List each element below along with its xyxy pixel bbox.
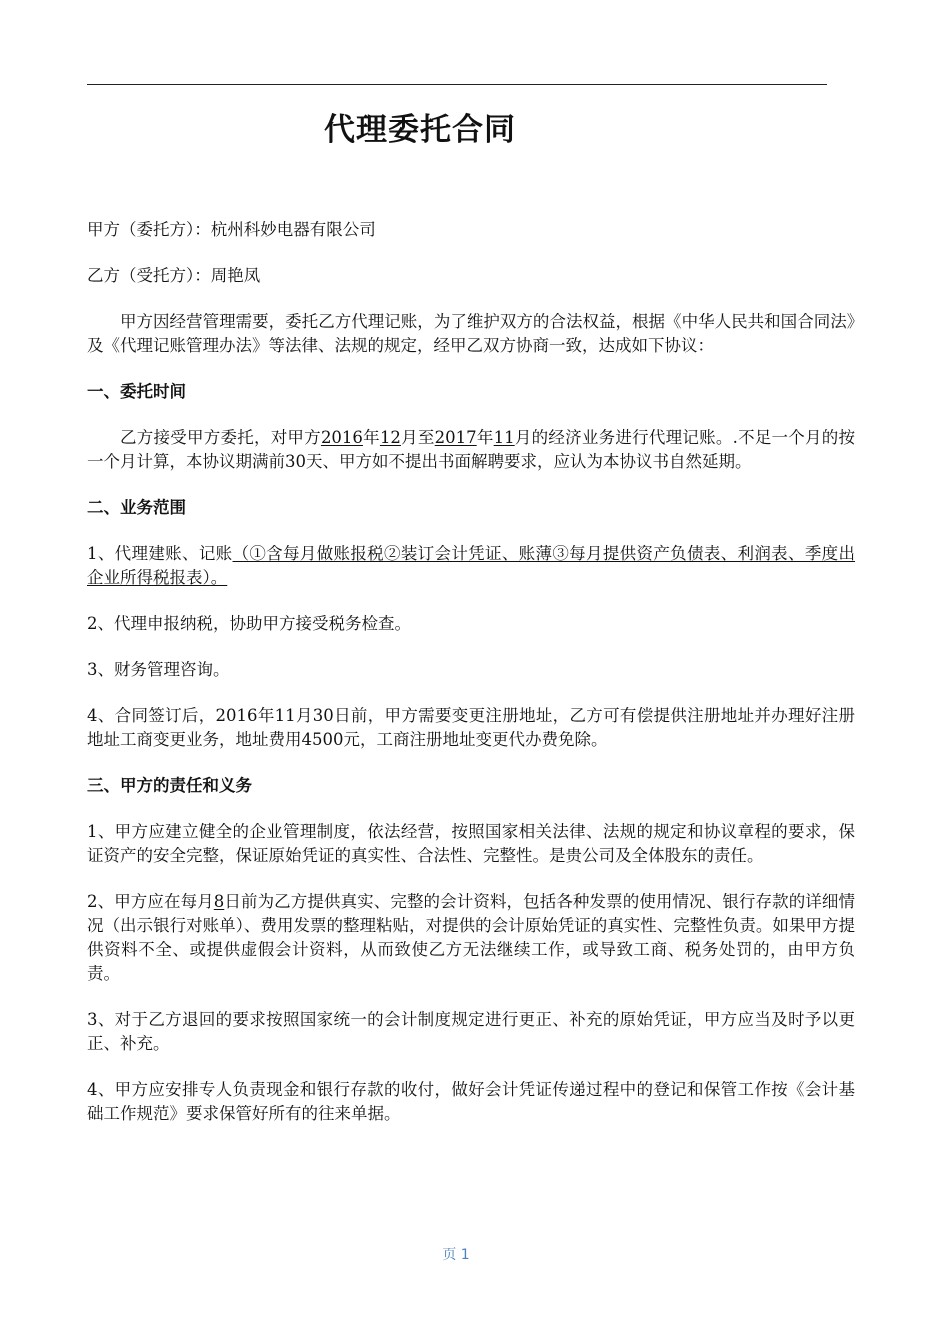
s1-text-b: 年	[362, 428, 380, 447]
s1-text-a: 乙方接受甲方委托，对甲方	[120, 428, 321, 447]
section-2-item-2: 2、代理申报纳税，协助甲方接受税务检查。	[87, 614, 411, 633]
intro-paragraph: 甲方因经营管理需要，委托乙方代理记账，为了维护双方的合法权益，根据《中华人民共和国合同法》及《代理记账管理办法》等法律、法规的规定，经甲乙双方协商一致，达成如下协议：	[87, 312, 855, 355]
party-a: 甲方（委托方）：杭州科妙电器有限公司	[87, 220, 376, 239]
section-2-item-3: 3、财务管理咨询。	[87, 660, 230, 679]
s1-text-d: 年	[476, 428, 494, 447]
section-3-heading: 三、甲方的责任和义务	[87, 776, 252, 795]
start-month: 12	[379, 428, 401, 447]
s2-item1-prefix: 1、代理建账、记账	[87, 544, 233, 563]
deadline-day: 8	[213, 892, 225, 911]
page-number-footer	[0, 1244, 912, 1264]
start-year: 2016	[320, 428, 363, 447]
section-3-item-2	[87, 890, 855, 986]
section-2-item-1	[87, 542, 855, 590]
section-3-item-3: 3、对于乙方退回的要求按照国家统一的会计制度规定进行更正、补充的原始凭证，甲方应当及时予以更正、补充。	[87, 1010, 855, 1053]
section-2-item-4: 4、合同签订后，2016年11月30日前，甲方需要变更注册地址，乙方可有偿提供注册地址并办理好注册地址工商变更业务，地址费用4500元，工商注册地址变更代办费免除。	[87, 706, 855, 749]
end-year: 2017	[434, 428, 477, 447]
document-title: 代理委托合同	[324, 112, 516, 148]
header-rule	[87, 84, 827, 85]
document-body	[87, 218, 855, 1148]
page-label: 页	[442, 1247, 457, 1263]
section-3-item-1: 1、甲方应建立健全的企业管理制度，依法经营，按照国家相关法律、法规的规定和协议章程的要求，保证资产的安全完整，保证原始凭证的真实性、合法性、完整性。是贵公司及全体股东的责任。	[87, 822, 855, 865]
section-3-item-4: 4、甲方应安排专人负责现金和银行存款的收付，做好会计凭证传递过程中的登记和保管工作按《会计基础工作规范》要求保管好所有的往来单据。	[87, 1080, 855, 1123]
section-1-paragraph	[87, 426, 855, 474]
s1-text-e: 月的经济业务进行代理记账。.不足一个月的按一个月计算，本协议期满前30天、甲方如不提出书面解聘要求，应认为本协议书自然延期。	[87, 428, 856, 471]
end-month: 11	[493, 428, 515, 447]
party-b: 乙方（受托方）：周艳凤	[87, 266, 261, 285]
page-number: 1	[460, 1247, 470, 1263]
s2-item1-details: （①含每月做账报税②装订会计凭证、账薄③每月提供资产负债表、利润表、季度出企业所得税报表）。	[87, 544, 856, 587]
s3-item2-b: 日前为乙方提供真实、完整的会计资料，包括各种发票的使用情况、银行存款的详细情况（出示银行对账单）、费用发票的整理粘贴，对提供的会计原始凭证的真实性、完整性负责。如果甲方提供资料不全、或提供虚假会计资料，从而致使乙方无法继续工作，或导致工商、税务处罚的，由甲方负责。	[87, 892, 855, 983]
section-2-heading: 二、业务范围	[87, 498, 186, 517]
s3-item2-a: 2、甲方应在每月	[87, 892, 214, 911]
s1-text-c: 月至	[400, 428, 435, 447]
section-1-heading: 一、委托时间	[87, 382, 186, 401]
